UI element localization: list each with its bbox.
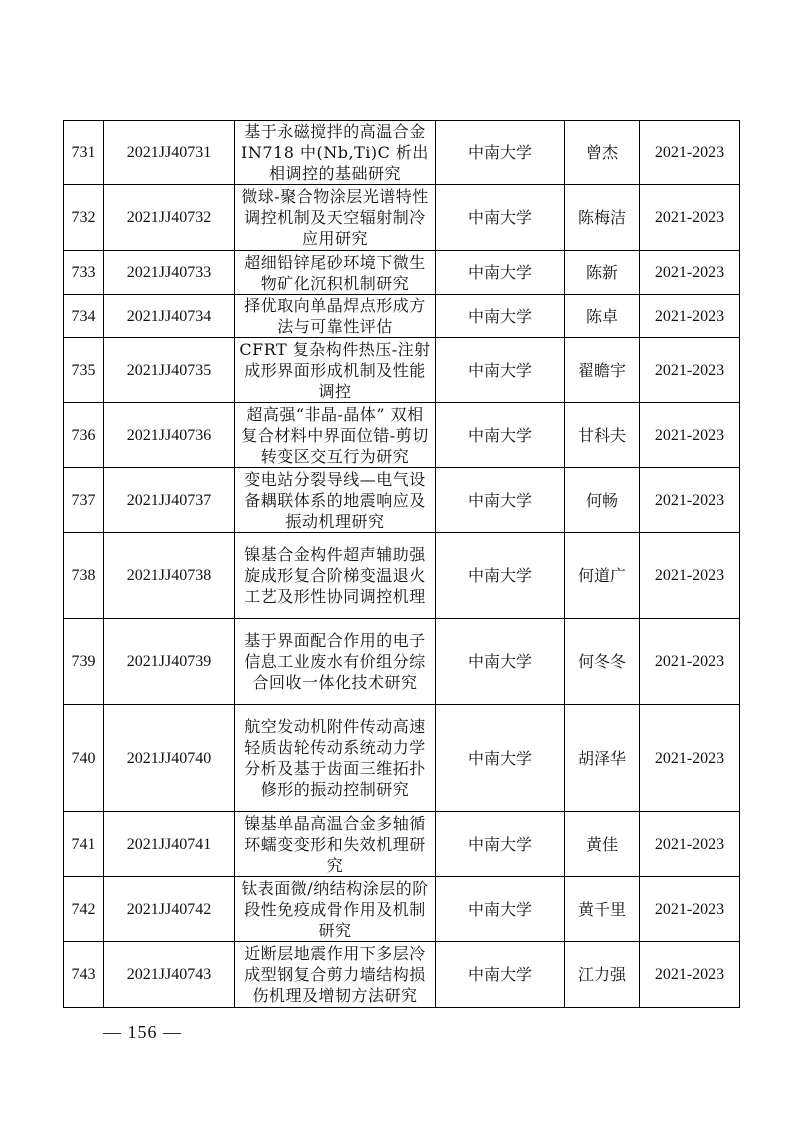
project-period: 2021-2023 xyxy=(640,185,740,251)
institution: 中南大学 xyxy=(436,121,565,185)
row-number: 742 xyxy=(64,877,104,942)
institution: 中南大学 xyxy=(436,619,565,705)
institution: 中南大学 xyxy=(436,403,565,468)
row-number: 731 xyxy=(64,121,104,185)
project-code: 2021JJ40731 xyxy=(104,121,235,185)
project-code: 2021JJ40743 xyxy=(104,942,235,1008)
principal-investigator: 曾杰 xyxy=(565,121,640,185)
project-title: 超高强“非晶-晶体” 双相复合材料中界面位错-剪切转变区交互行为研究 xyxy=(235,403,436,468)
project-period: 2021-2023 xyxy=(640,295,740,338)
project-period: 2021-2023 xyxy=(640,877,740,942)
institution: 中南大学 xyxy=(436,251,565,295)
project-period: 2021-2023 xyxy=(640,705,740,812)
project-code: 2021JJ40733 xyxy=(104,251,235,295)
principal-investigator: 陈卓 xyxy=(565,295,640,338)
project-title: CFRT 复杂构件热压-注射成形界面形成机制及性能调控 xyxy=(235,338,436,403)
row-number: 736 xyxy=(64,403,104,468)
institution: 中南大学 xyxy=(436,705,565,812)
row-number: 741 xyxy=(64,812,104,877)
project-title: 近断层地震作用下多层冷成型钢复合剪力墙结构损伤机理及增韧方法研究 xyxy=(235,942,436,1008)
project-code: 2021JJ40741 xyxy=(104,812,235,877)
principal-investigator: 何冬冬 xyxy=(565,619,640,705)
project-title: 钛表面微/纳结构涂层的阶段性免疫成骨作用及机制研究 xyxy=(235,877,436,942)
row-number: 733 xyxy=(64,251,104,295)
principal-investigator: 翟瞻宇 xyxy=(565,338,640,403)
table-row xyxy=(64,403,740,468)
project-period: 2021-2023 xyxy=(640,338,740,403)
project-code: 2021JJ40735 xyxy=(104,338,235,403)
institution: 中南大学 xyxy=(436,812,565,877)
table-row xyxy=(64,942,740,1008)
institution: 中南大学 xyxy=(436,338,565,403)
table-row xyxy=(64,338,740,403)
project-title: 超细铅锌尾砂环境下微生物矿化沉积机制研究 xyxy=(235,251,436,295)
project-code: 2021JJ40739 xyxy=(104,619,235,705)
table-row xyxy=(64,468,740,533)
row-number: 743 xyxy=(64,942,104,1008)
row-number: 739 xyxy=(64,619,104,705)
row-number: 732 xyxy=(64,185,104,251)
principal-investigator: 陈新 xyxy=(565,251,640,295)
project-period: 2021-2023 xyxy=(640,403,740,468)
project-code: 2021JJ40740 xyxy=(104,705,235,812)
project-title: 基于永磁搅拌的高温合金 IN718 中(Nb,Ti)C 析出相调控的基础研究 xyxy=(235,121,436,185)
project-title: 镍基单晶高温合金多轴循环蠕变变形和失效机理研究 xyxy=(235,812,436,877)
table-row xyxy=(64,533,740,619)
principal-investigator: 何畅 xyxy=(565,468,640,533)
table-row xyxy=(64,705,740,812)
project-code: 2021JJ40737 xyxy=(104,468,235,533)
project-code: 2021JJ40732 xyxy=(104,185,235,251)
row-number: 737 xyxy=(64,468,104,533)
project-period: 2021-2023 xyxy=(640,468,740,533)
institution: 中南大学 xyxy=(436,185,565,251)
page-number: — 156 — xyxy=(103,1022,182,1042)
principal-investigator: 甘科夫 xyxy=(565,403,640,468)
project-period: 2021-2023 xyxy=(640,533,740,619)
project-period: 2021-2023 xyxy=(640,812,740,877)
row-number: 738 xyxy=(64,533,104,619)
table-row xyxy=(64,185,740,251)
project-period: 2021-2023 xyxy=(640,942,740,1008)
project-title: 择优取向单晶焊点形成方法与可靠性评估 xyxy=(235,295,436,338)
table-row xyxy=(64,251,740,295)
principal-investigator: 黄佳 xyxy=(565,812,640,877)
principal-investigator: 陈梅洁 xyxy=(565,185,640,251)
table-row xyxy=(64,121,740,185)
project-table xyxy=(63,120,740,1008)
row-number: 734 xyxy=(64,295,104,338)
institution: 中南大学 xyxy=(436,942,565,1008)
row-number: 735 xyxy=(64,338,104,403)
table-row xyxy=(64,877,740,942)
project-code: 2021JJ40736 xyxy=(104,403,235,468)
institution: 中南大学 xyxy=(436,468,565,533)
institution: 中南大学 xyxy=(436,533,565,619)
table-row xyxy=(64,619,740,705)
principal-investigator: 江力强 xyxy=(565,942,640,1008)
institution: 中南大学 xyxy=(436,877,565,942)
project-title: 变电站分裂导线—电气设备耦联体系的地震响应及振动机理研究 xyxy=(235,468,436,533)
project-title: 微球-聚合物涂层光谱特性调控机制及天空辐射制冷应用研究 xyxy=(235,185,436,251)
row-number: 740 xyxy=(64,705,104,812)
project-period: 2021-2023 xyxy=(640,121,740,185)
table-row xyxy=(64,812,740,877)
principal-investigator: 胡泽华 xyxy=(565,705,640,812)
project-code: 2021JJ40738 xyxy=(104,533,235,619)
institution: 中南大学 xyxy=(436,295,565,338)
table-row xyxy=(64,295,740,338)
project-title: 基于界面配合作用的电子信息工业废水有价组分综合回收一体化技术研究 xyxy=(235,619,436,705)
project-code: 2021JJ40734 xyxy=(104,295,235,338)
project-code: 2021JJ40742 xyxy=(104,877,235,942)
principal-investigator: 黄千里 xyxy=(565,877,640,942)
principal-investigator: 何道广 xyxy=(565,533,640,619)
project-title: 航空发动机附件传动高速轻质齿轮传动系统动力学分析及基于齿面三维拓扑修形的振动控制研究 xyxy=(235,705,436,812)
project-title: 镍基合金构件超声辅助强旋成形复合阶梯变温退火工艺及形性协同调控机理 xyxy=(235,533,436,619)
project-period: 2021-2023 xyxy=(640,619,740,705)
project-period: 2021-2023 xyxy=(640,251,740,295)
